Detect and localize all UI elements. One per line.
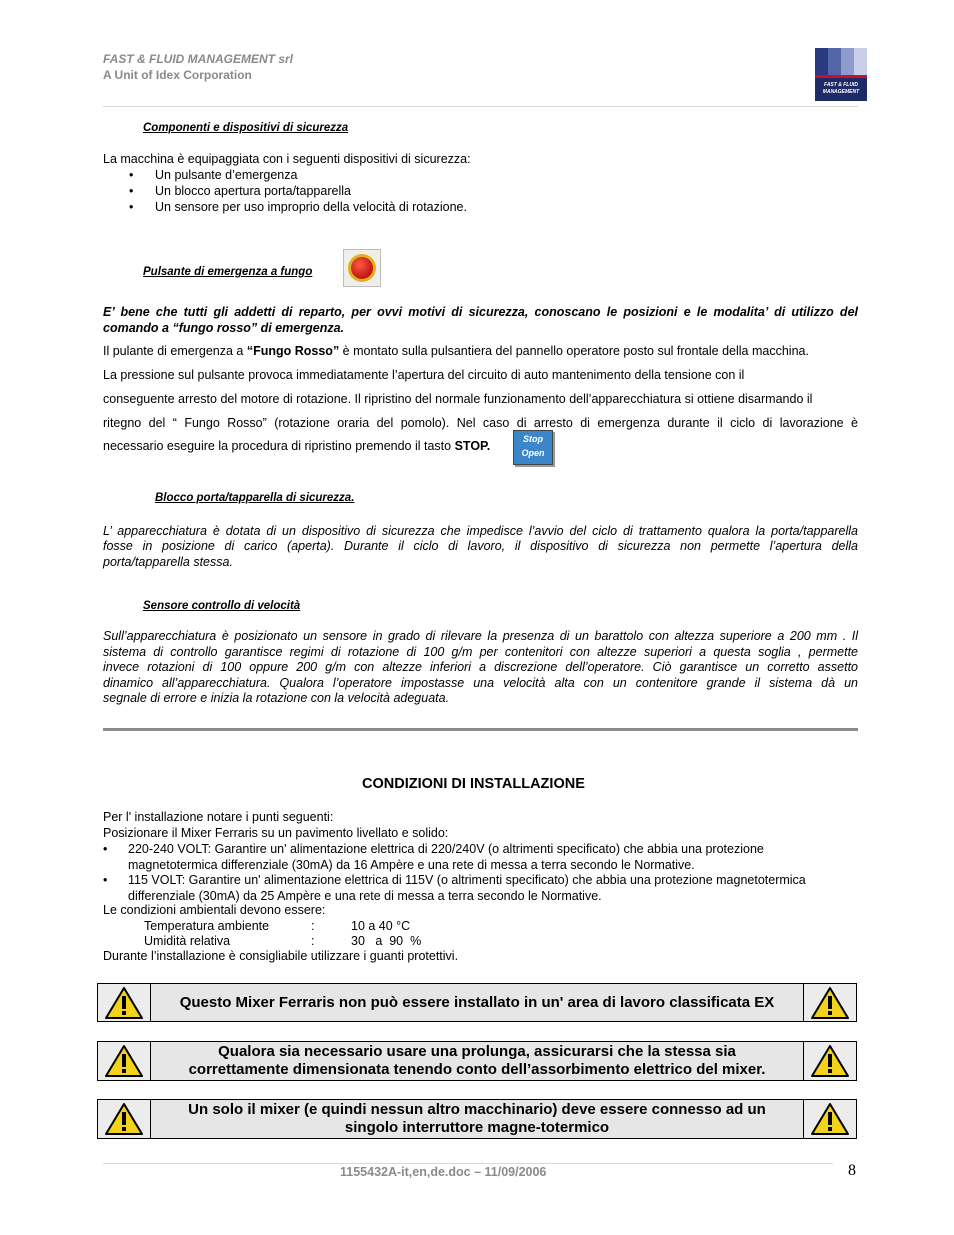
emergency-para-2c: ritegno del “ Fungo Rosso” (rotazione oraria del pomolo). Nel caso di arresto di emergenza durante il ciclo di lavorazione è <box>103 416 858 430</box>
company-logo <box>815 48 867 101</box>
installation-intro-1: Per l' installazione notare i punti seguenti: <box>103 810 334 824</box>
emergency-para-2b: conseguente arresto del motore di rotazione. Il ripristino del normale funzionamento dell’apparecchiatura si ottiene disarmando il <box>103 392 813 406</box>
sensor-line-1: Sull’apparecchiatura è posizionato un sensore in grado di rilevare la presenza di un barattolo con altezza superiore a 200 mm . Il <box>103 629 858 643</box>
safety-intro: La macchina è equipaggiata con i seguenti dispositivi di sicurezza: <box>103 152 471 166</box>
installation-bullet-115v: • 115 VOLT: Garantire un' alimentazione elettrica di 115V (o altrimenti specificato) che abbia una protezione magnetotermica differenziale (30mA) da 25 Ampère e una rete di messa a terra secondo le Normative. <box>128 872 858 904</box>
section-title-safety: Componenti e dispositivi di sicurezza <box>143 122 349 134</box>
warning-icon <box>98 1042 151 1080</box>
sensor-line-3: invece rotazioni di 100 oppure 200 g/m con altezze inferiori a discrezione dell’operatore. Ciò garantisce un corretto assetto <box>103 660 858 674</box>
emergency-warning-1: E’ bene che tutti gli addetti di reparto, per ovvi motivi di sicurezza, conoscano le posizioni e le modalita’ di utilizzo del <box>103 305 858 319</box>
logo-text-1: FAST & FLUID <box>824 82 858 88</box>
env-sep-humidity: : <box>311 934 315 948</box>
list-item: • Un pulsante d’emergenza <box>155 167 467 183</box>
emergency-para-2d: necessario eseguire la procedura di ripristino premendo il tasto STOP. <box>103 439 491 453</box>
page-number: 8 <box>848 1162 856 1179</box>
warning-icon <box>803 1100 856 1138</box>
company-name: FAST & FLUID MANAGEMENT srl <box>103 52 294 66</box>
section-title-door: Blocco porta/tapparella di sicurezza. <box>155 492 355 504</box>
sensor-line-4: dinamico all’apparecchiatura. Qualora l’operatore impostasse una velocità alta con un contenitore grande il sistema dà un <box>103 676 858 690</box>
warning-icon <box>98 1100 151 1138</box>
header-divider <box>103 106 858 107</box>
warning-icon <box>803 1042 856 1080</box>
warning-box-ex <box>97 983 857 1022</box>
emergency-warning-2: comando a “fungo rosso” di emergenza. <box>103 321 345 335</box>
env-value-temp: 10 a 40 °C <box>351 919 411 933</box>
footer-divider <box>103 1163 833 1164</box>
emergency-button-icon <box>343 249 381 287</box>
door-line-2: fosse in posizione di carico (aperta). Durante il ciclo di lavoro, il dispositivo di sicurezza non permette l’apertura della <box>103 539 858 553</box>
list-item: • Un sensore per uso improprio della velocità di rotazione. <box>155 199 467 215</box>
env-sep-temp: : <box>311 919 315 933</box>
warning-text-extension: Qualora sia necessario usare una prolunga, assicurarsi che la stessa sia correttamente dimensionata tenendo conto dell’assorbimento elettrico del mixer. <box>151 1042 803 1080</box>
emergency-para-2a: La pressione sul pulsante provoca immediatamente l’apertura del circuito di auto mantenimento della tensione con il <box>103 368 745 382</box>
env-value-humidity: 30 a 90 % <box>351 934 422 948</box>
warning-icon <box>98 984 151 1021</box>
warning-icon <box>803 984 856 1021</box>
env-intro: Le condizioni ambientali devono essere: <box>103 903 326 917</box>
section-divider <box>103 728 858 731</box>
section-title-emergency: Pulsante di emergenza a fungo <box>143 266 313 278</box>
warning-box-extension <box>97 1041 857 1081</box>
installation-intro-2: Posizionare il Mixer Ferraris su un pavimento livellato e solido: <box>103 826 449 840</box>
warning-text-ex: Questo Mixer Ferraris non può essere installato in un' area di lavoro classificata EX <box>151 984 803 1021</box>
sensor-line-2: sistema di controllo garantisce regimi di rotazione di 100 g/m per contenitori con altezze superiori a questa soglia , permette <box>103 645 858 659</box>
footer-doc-reference: 1155432A-it,en,de.doc – 11/09/2006 <box>340 1165 547 1179</box>
section-title-sensor: Sensore controllo di velocità <box>143 600 301 612</box>
door-line-1: L’ apparecchiatura è dotata di un dispositivo di sicurezza che impedisce l’avvio del ciclo di trattamento qualora la porta/tapparella <box>103 524 858 538</box>
installation-bullet-220v: • 220-240 VOLT: Garantire un' alimentazione elettrica di 220/240V (o altrimenti specificato) che abbia una protezione magnetotermica differenziale (30mA) da 16 Ampère e una rete di messa a terra secondo le Normative. <box>128 841 858 873</box>
installation-title: CONDIZIONI DI INSTALLAZIONE <box>362 776 585 792</box>
env-label-temp: Temperatura ambiente <box>144 919 270 933</box>
logo-text-2: MANAGEMENT <box>822 89 860 95</box>
company-unit: A Unit of Idex Corporation <box>103 68 252 82</box>
stop-open-button-icon: Stop Open <box>513 430 553 465</box>
env-label-humidity: Umidità relativa <box>144 934 231 948</box>
list-item: • Un blocco apertura porta/tapparella <box>155 183 467 199</box>
emergency-para-1: Il pulante di emergenza a “Fungo Rosso” è montato sulla pulsantiera del pannello operatore posto sul frontale della macchina. <box>103 344 809 358</box>
safety-list <box>155 167 467 215</box>
warning-text-single-mixer: Un solo il mixer (e quindi nessun altro macchinario) deve essere connesso ad un singolo interruttore magne-totermico <box>151 1100 803 1138</box>
door-line-3: porta/tapparella stessa. <box>103 555 233 569</box>
warning-box-single-mixer <box>97 1099 857 1139</box>
sensor-line-5: segnale di errore e inizia la rotazione con la velocità adeguata. <box>103 691 450 705</box>
gloves-note: Durante l’installazione è consigliabile utilizzare i guanti protettivi. <box>103 949 459 963</box>
